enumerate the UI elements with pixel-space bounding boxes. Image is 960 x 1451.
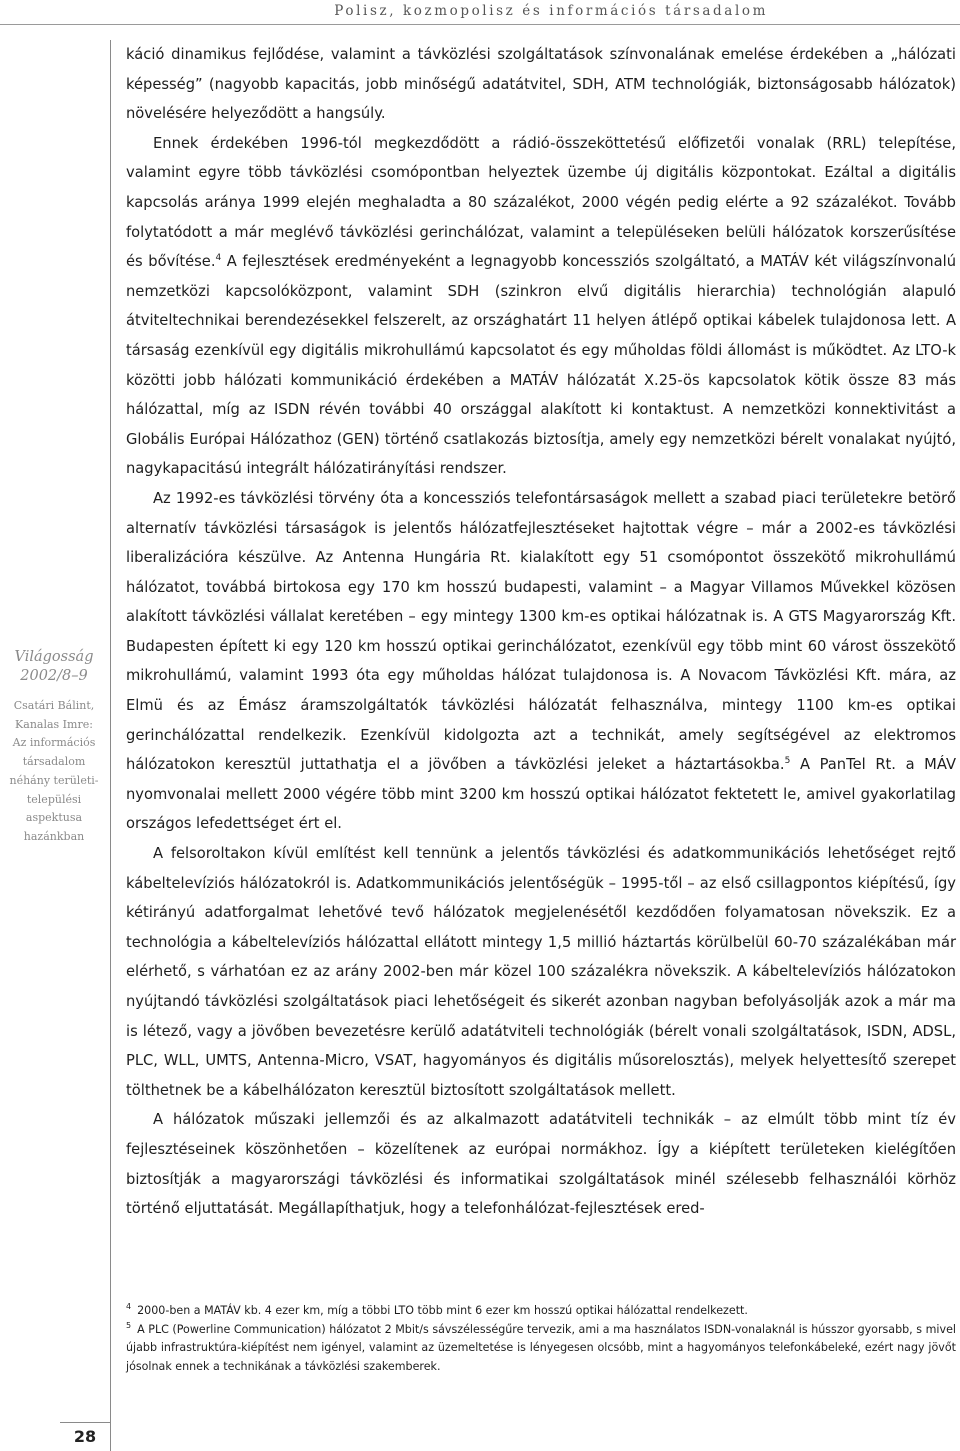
paragraph-5: A hálózatok műszaki jellemzői és az alkalmazott adatátviteli technikák – az elmúlt több mint tíz év fejlesztéseinek köszönhetően – közelítenek az európai normákhoz. Így a kiépített területeken kielégítően biztosítják a magyarországi távközlési és informatikai szolgáltatások minél szélesebb felhasználói körhöz történő eljuttatását. Megállapíthatjuk, hogy a telefonhálózat-fejlesztések ered- — [126, 1111, 956, 1218]
paragraph-3-part-b: A PanTel Rt. a MÁV nyomvonalai mellett 2000 végére több mint 3200 km hosszú optikai hálózatot fektetett le, amivel gyakorlatilag országos lefedettséget ért el. — [126, 756, 957, 833]
footnote-text: 2000-ben a MATÁV kb. 4 ezer km, míg a többi LTO több mint 6 ezer km hosszú optikai hálózattal rendelkezett. — [137, 1304, 748, 1317]
journal-title: Világosság — [14, 649, 94, 665]
journal-issue: 2002/8–9 — [20, 668, 88, 684]
footnote-5 — [126, 1321, 956, 1377]
footnote-4 — [126, 1302, 956, 1321]
article-line: Kanalas Imre: — [15, 717, 93, 731]
paragraph-1: káció dinamikus fejlődése, valamint a távközlési szolgáltatások színvonalának emelése érdekében a „hálózati képesség” (nagyobb kapacitás, jobb minőségű adatátvitel, SDH, ATM technológiák, biztonságosabb hálózatok) növelésére helyeződött a hangsúly. — [126, 46, 956, 123]
paragraph-2 — [126, 129, 956, 484]
article-line: települési — [26, 792, 82, 806]
footnote-number: 5 — [126, 1320, 132, 1330]
margin-rule — [110, 40, 111, 1451]
paragraph-2-part-a: Ennek érdekében 1996-tól megkezdődött a rádió-összeköttetésű előfizetői vonalak (RRL) telepítése, valamint egyre több távközlési csomópontban helyeztek üzembe új digitális központokat. Ezáltal a digitális kapcsolás aránya 1999 elején meghaladta a 80 százalékot, 2000 végén pedig elérte a 92 százalékot. Tovább folytatódott a már meglévő távközlési gerinchálózat, valamint a településeken belüli hálózatok korszerűsítése és bővítése. — [126, 134, 956, 271]
running-header: Polisz, kozmopolisz és információs társadalom — [334, 3, 768, 19]
page-number-rule — [60, 1422, 110, 1423]
article-line: társadalom — [22, 755, 86, 769]
sidebar-citation — [0, 648, 108, 847]
article-line: aspektusa — [25, 811, 83, 825]
paragraph-2-part-b: A fejlesztések eredményeként a legnagyobb koncessziós szolgáltató, a MATÁV két világszínvonalú nemzetközi kapcsolóközpont, valamint SDH (szinkron elvű digitális hierarchia) technológián alapuló átviteltechnikai berendezésekkel felszerelt, az országhatárt 11 helyen átlépő optikai kábelek tulajdonosa lett. A társaság ezenkívül egy digitális mikrohullámú kapcsolatot és egy műholdas földi állomást is működtet. Az LTO-k közötti jobb hálózati kommunikáció érdekében a MATÁV hálózatát X.25-ös kapcsolatok kötik össze 83 más hálózattal, míg az ISDN révén további 40 országgal alakított ki kontaktust. A nemzetközi konnektivitást a Globális Európai Hálózathoz (GEN) történő csatlakozás biztosítja, amely egy nemzetközi bérelt vonalakat nyújtó, nagykapacitású integrált hálózatirányítási rendszer. — [126, 253, 957, 478]
header-rule — [0, 24, 960, 25]
article-line: Az információs — [12, 736, 96, 750]
footnote-ref-4[interactable]: 4 — [215, 253, 222, 264]
page-number: 28 — [73, 1427, 97, 1446]
footnotes — [126, 1302, 956, 1376]
article-reference — [0, 697, 108, 847]
article-line: néhány területi- — [9, 773, 99, 787]
body-text — [126, 40, 956, 1224]
footnote-number: 4 — [126, 1302, 132, 1312]
footnote-text: A PLC (Powerline Communication) hálózatot 2 Mbit/s sávszélességűre tervezik, ami a ma használatos ISDN-vonalaknál is hússzor gyorsabb, s mivel újabb infrastruktúra-kiépítést nem igényel, valamint az üzemeltetése is lényegesen olcsóbb, mint a hagyományos telefonkábeleké, ezért nagy jövőt jósolnak ennek a technikának a távközlési szakemberek. — [126, 1322, 956, 1373]
article-line: hazánkban — [23, 829, 85, 843]
footnote-ref-5[interactable]: 5 — [784, 756, 791, 767]
article-line: Csatári Bálint, — [13, 699, 95, 712]
paragraph-4: A felsoroltakon kívül említést kell tennünk a jelentős távközlési és adatkommunikációs lehetőséget rejtő kábeltelevíziós hálózatokról is. Adatkommunikációs jelentőségük – 1995-től – az első csillagpontos kiépítésű, így kétirányú adatforgalmat lehetővé tevő hálózatok megjelenésétől kezdődően folyamatosan növekszik. Ez a technológia a kábeltelevíziós hálózattal ellátott mintegy 1,5 millió háztartás körülbelül 60-70 százalékában már elérhető, s várhatóan ez az arány 2002-ben már közel 100 százalékra növekszik. A kábeltelevíziós hálózatokon nyújtandó távközlési szolgáltatások piaci lehetőségeit és sikerét azonban nagyban befolyásolják azok a már ma is létező, vagy a jövőben bevezetésre kerülő adatátviteli technológiák (bérelt vonali szolgáltatások, ISDN, ADSL, PLC, WLL, UMTS, Antenna-Micro, VSAT, hagyományos és digitális műsorelosztás), melyek helyettesítő szerepet tölthetnek be a kábelhálózaton keresztül biztosított szolgáltatások mellett. — [126, 845, 956, 1099]
paragraph-3-part-a: Az 1992-es távközlési törvény óta a koncessziós telefontársaságok mellett a szabad piaci területekre betörő alternatív távközlési társaságok is jelentős hálózatfejlesztéseket hajtottak végre – már a 2002-es távközlési liberalizációra készülve. Az Antenna Hungária Rt. kialakított egy 51 csomópontot összekötő mikrohullámú hálózatot, továbbá birtokosa egy 170 km hosszú budapesti, valamint – a Magyar Villamos Művekkel közösen alakított távközlési vállalat keretében – egy mintegy 1300 km-es optikai hálózatnak is. A GTS Magyarország Kft. Budapesten épített ki egy 120 km hosszú optikai gerinchálózatot, ezenkívül egy több mint 60 várost összekötő mikrohullámú, valamint 1993 óta egy műholdas hálózat tulajdonosa is. A Novacom Távközlési Kft. mára, az Elmü és az Émász áramszolgáltatók távközlési hálózatát felhasználva, mintegy 1100 km-es optikai gerinchálózattal rendelkezik. Ezenkívül kidolgozta azt a technikát, amely segítségével az elektromos hálózatokon keresztül juttathatja el a jövőben a távközlési jeleket a háztartásokba. — [126, 489, 956, 774]
paragraph-3 — [126, 484, 956, 839]
